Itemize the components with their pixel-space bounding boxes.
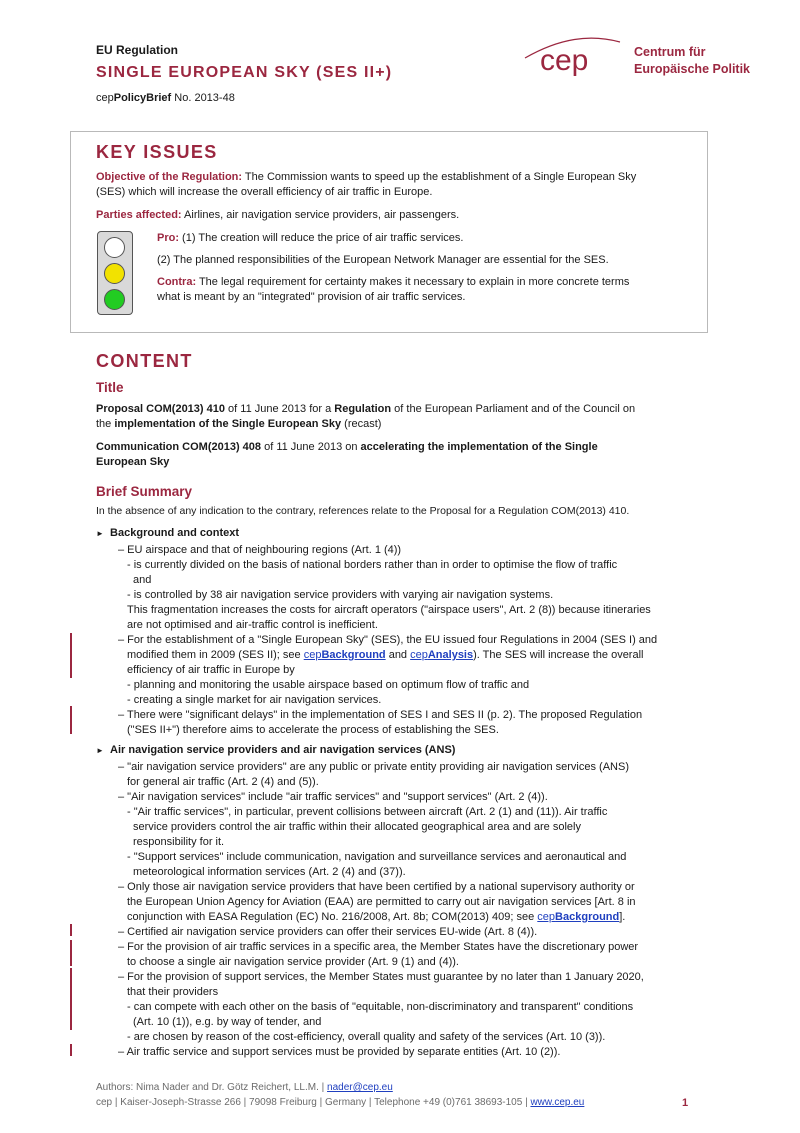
pro-line-1: Pro: (1) The creation will reduce the price of air traffic services. bbox=[157, 232, 464, 244]
margin-change-bar bbox=[70, 924, 72, 936]
page-number: 1 bbox=[682, 1097, 689, 1109]
bullet-ans-heading: ► Air navigation service providers and air navigation services (ANS) bbox=[96, 744, 456, 756]
bg-line: - is controlled by 38 air navigation service providers with varying air navigation systems. bbox=[127, 589, 554, 601]
ans-line: - "Support services" include communication, navigation and surveillance services and aeronautical and bbox=[127, 851, 627, 863]
ans-line: - "Air traffic services", in particular, prevent collisions between aircraft (Art. 2 (1) and (11)). Air traffic bbox=[127, 806, 608, 818]
traffic-light-icon bbox=[97, 231, 133, 315]
ans-line: – For the provision of support services, the Member States must guarantee by no later than 1 January 2020, bbox=[118, 971, 644, 983]
website-link[interactable]: www.cep.eu bbox=[530, 1097, 585, 1108]
ans-line: for general air traffic (Art. 2 (4) and (5)). bbox=[127, 776, 319, 788]
proposal-line-2: the implementation of the Single European Sky (recast) bbox=[96, 418, 382, 430]
bg-line: This fragmentation increases the costs for aircraft operators ("airspace users", Art. 2 (8)) because itineraries bbox=[127, 604, 651, 616]
summary-intro: In the absence of any indication to the contrary, references relate to the Proposal for a Regulation COM(2013) 410. bbox=[96, 505, 630, 517]
bg-line: - planning and monitoring the usable airspace based on optimum flow of traffic and bbox=[127, 679, 530, 691]
light-green bbox=[104, 289, 125, 310]
ans-line: (Art. 10 (1)), e.g. by way of tender, and bbox=[133, 1016, 322, 1028]
ans-line: – Certified air navigation service providers can offer their services EU-wide (Art. 8 (4)). bbox=[118, 926, 538, 938]
pro-line-2: (2) The planned responsibilities of the European Network Manager are essential for the SES. bbox=[157, 254, 609, 266]
bullet-background-heading: ► Background and context bbox=[96, 527, 240, 539]
brief-summary-heading: Brief Summary bbox=[96, 484, 193, 499]
footer-authors: Authors: Nima Nader and Dr. Götz Reichert, LL.M. | nader@cep.eu bbox=[96, 1082, 393, 1093]
bg-line: - creating a single market for air navigation services. bbox=[127, 694, 382, 706]
ans-line: – Air traffic service and support services must be provided by separate entities (Art. 10 (2)). bbox=[118, 1046, 561, 1058]
proposal-line-1: Proposal COM(2013) 410 of 11 June 2013 for a Regulation of the European Parliament and of the Council on bbox=[96, 403, 636, 415]
bg-line-with-links: modified them in 2009 (SES II); see cepBackground and cepAnalysis). The SES will increase the overall bbox=[127, 649, 644, 661]
contra-line-2: what is meant by an "integrated" provision of air traffic services. bbox=[157, 291, 466, 303]
ans-line: that their providers bbox=[127, 986, 219, 998]
page-title: SINGLE EUROPEAN SKY (SES II+) bbox=[96, 64, 393, 81]
objective-line-2: (SES) which will increase the overall efficiency of air traffic in Europe. bbox=[96, 186, 433, 198]
ans-line-with-link: conjunction with EASA Regulation (EC) No. 216/2008, Art. 8b; COM(2013) 409; see cepBackground]. bbox=[127, 911, 626, 923]
light-white bbox=[104, 237, 125, 258]
contra-line-1: Contra: The legal requirement for certainty makes it necessary to explain in more concrete terms bbox=[157, 276, 630, 288]
communication-line-2: European Sky bbox=[96, 456, 170, 468]
objective-line-1: Objective of the Regulation: The Commission wants to speed up the establishment of a Single European Sky bbox=[96, 171, 637, 183]
ans-line: – "air navigation service providers" are any public or private entity providing air navigation services (ANS) bbox=[118, 761, 629, 773]
ans-line: meteorological information services (Art. 2 (4) and (37)). bbox=[133, 866, 406, 878]
bg-line: efficiency of air traffic in Europe by bbox=[127, 664, 295, 676]
margin-change-bar bbox=[70, 1044, 72, 1056]
bg-line: are not optimised and air-traffic control is inefficient. bbox=[127, 619, 378, 631]
light-yellow bbox=[104, 263, 125, 284]
ans-line: the European Union Agency for Aviation (EAA) are permitted to carry out air navigation services [Art. 8 in bbox=[127, 896, 636, 908]
ans-line: - are chosen by reason of the cost-efficiency, overall quality and safety of the services (Art. 10 (3)). bbox=[127, 1031, 606, 1043]
margin-change-bar bbox=[70, 706, 72, 734]
ans-line: – "Air navigation services" include "air traffic services" and "support services" (Art. 2 (4)). bbox=[118, 791, 548, 803]
bg-line: – EU airspace and that of neighbouring regions (Art. 1 (4)) bbox=[118, 544, 402, 556]
logo-text: Centrum für Europäische Politik bbox=[634, 45, 751, 76]
ans-line: responsibility for it. bbox=[133, 836, 225, 848]
parties-affected: Parties affected: Airlines, air navigation service providers, air passengers. bbox=[96, 209, 460, 221]
communication-line-1: Communication COM(2013) 408 of 11 June 2013 on accelerating the implementation of the Single bbox=[96, 441, 598, 453]
author-email-link[interactable]: nader@cep.eu bbox=[327, 1082, 393, 1093]
key-issues-heading: KEY ISSUES bbox=[96, 142, 218, 162]
policy-brief-number: cepPolicyBrief No. 2013-48 bbox=[96, 92, 235, 104]
cep-background-link[interactable]: cepBackground bbox=[303, 649, 386, 661]
title-subheading: Title bbox=[96, 380, 124, 395]
ans-line: - can compete with each other on the basis of "equitable, non-discriminatory and transparent" conditions bbox=[127, 1001, 634, 1013]
bg-line: and bbox=[133, 574, 152, 586]
margin-change-bar bbox=[70, 633, 72, 678]
logo-word: cep bbox=[540, 44, 589, 77]
bg-line: – There were "significant delays" in the implementation of SES I and SES II (p. 2). The proposed Regulation bbox=[118, 709, 643, 721]
footer-address: cep | Kaiser-Joseph-Strasse 266 | 79098 Freiburg | Germany | Telephone +49 (0)761 38693-105 | www.cep.eu bbox=[96, 1097, 585, 1108]
margin-change-bar bbox=[70, 940, 72, 966]
ans-line: service providers control the air traffic within their allocated geographical area and are solely bbox=[133, 821, 581, 833]
margin-change-bar bbox=[70, 968, 72, 1030]
document-category: EU Regulation bbox=[96, 43, 179, 57]
ans-line: – For the provision of air traffic services in a specific area, the Member States have the discretionary power bbox=[118, 941, 639, 953]
content-heading: CONTENT bbox=[96, 351, 193, 371]
cep-analysis-link[interactable]: cepAnalysis bbox=[410, 649, 474, 661]
cep-background-link-2[interactable]: cepBackground bbox=[537, 911, 620, 923]
bg-line: ("SES II+") therefore aims to accelerate the process of establishing the SES. bbox=[127, 724, 499, 736]
bg-line: - is currently divided on the basis of national borders rather than in order to optimise the flow of traffic bbox=[127, 559, 618, 571]
ans-line: to choose a single air navigation service provider (Art. 9 (1) and (4)). bbox=[127, 956, 459, 968]
bg-line: – For the establishment of a "Single European Sky" (SES), the EU issued four Regulations in 2004 (SES I) and bbox=[118, 634, 658, 646]
ans-line: – Only those air navigation service providers that have been certified by a national supervisory authority or bbox=[118, 881, 635, 893]
